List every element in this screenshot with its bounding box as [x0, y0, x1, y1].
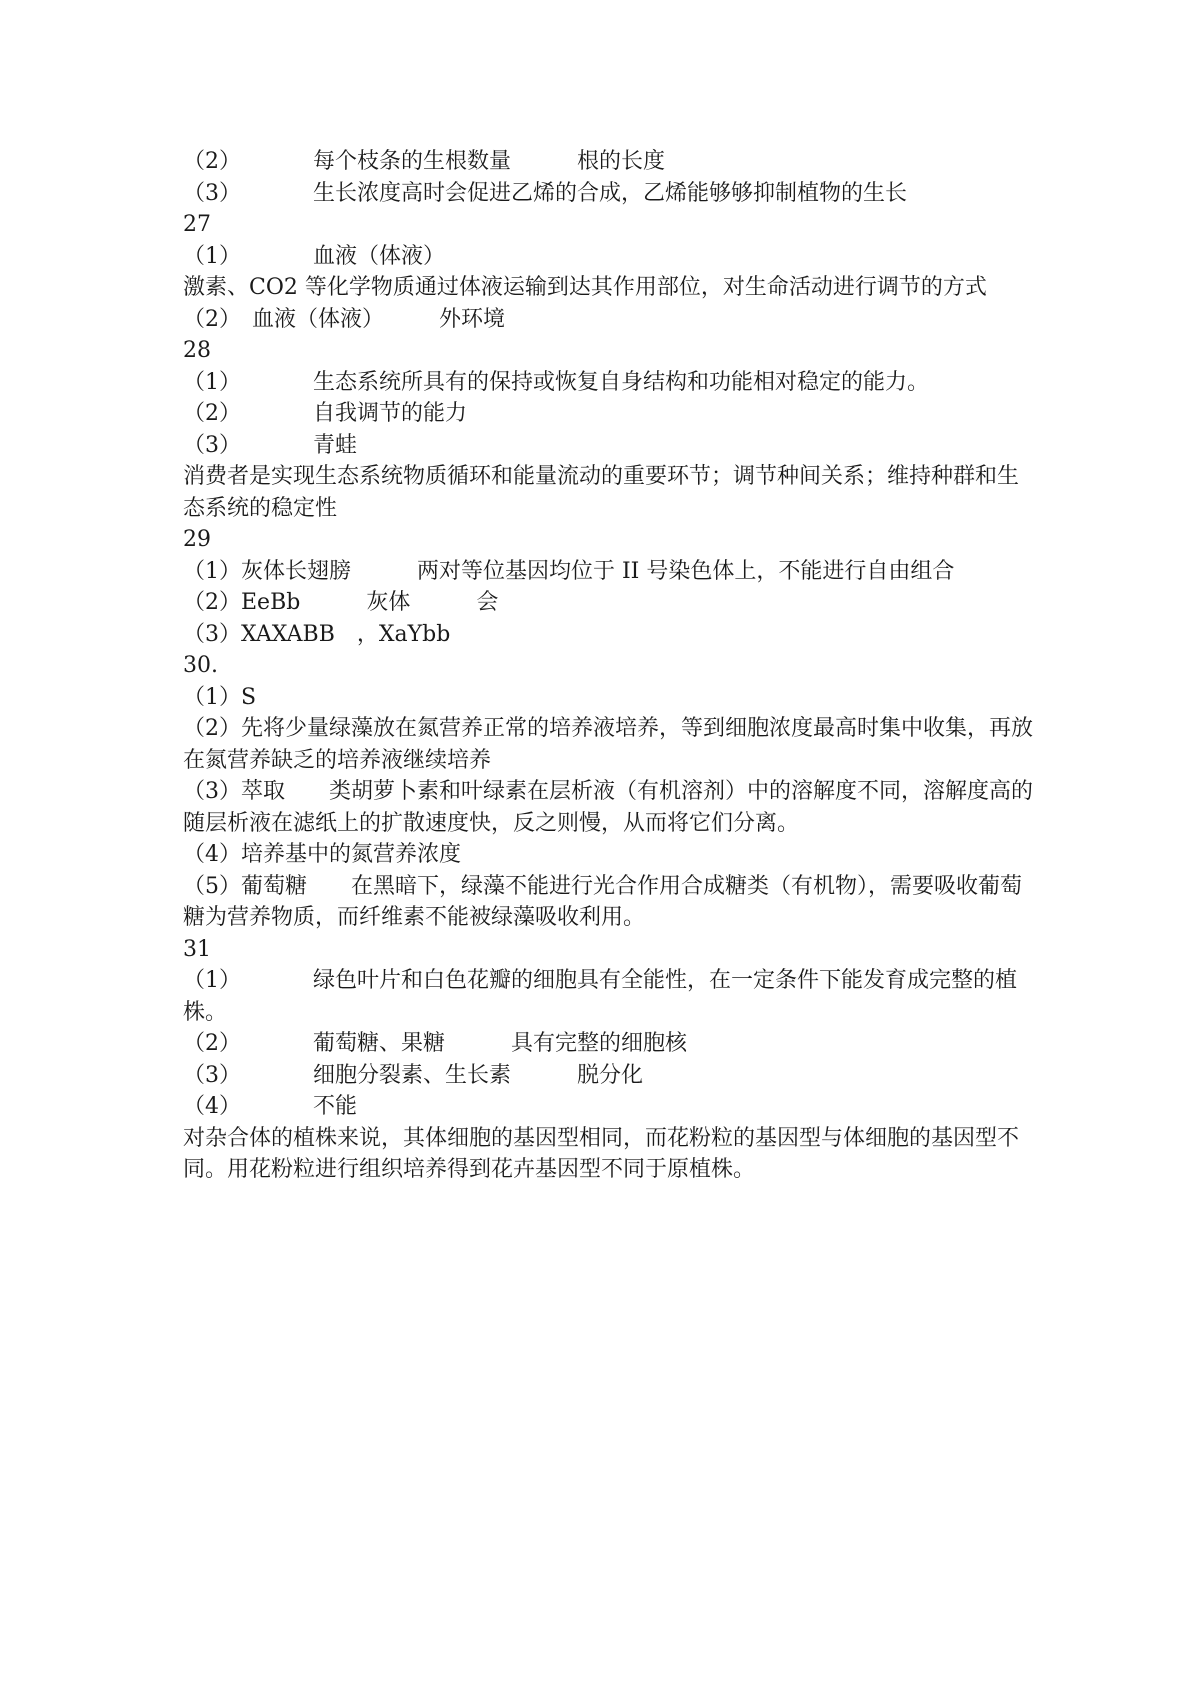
item-label: （3） — [183, 1062, 241, 1088]
answer-line — [183, 1091, 1033, 1123]
item-text: 自我调节的能力 — [313, 401, 468, 426]
answer-line — [183, 241, 1033, 273]
answer-line: （4）培养基中的氮营养浓度 — [183, 842, 461, 867]
answer-line: （3）XAXABB ，XaYbb — [183, 621, 451, 647]
item-text: 细胞分裂素、生长素 脱分化 — [313, 1062, 644, 1088]
question-number: 31 — [183, 936, 211, 962]
item-text: 绿色叶片和白色花瓣的细胞具有全能性，在一定条件下能发育成完整的植株。 — [183, 968, 1018, 1025]
item-text: 生态系统所具有的保持或恢复自身结构和功能相对稳定的能力。 — [313, 369, 930, 395]
answer-text-block — [183, 146, 1033, 1186]
item-label: （1） — [183, 968, 241, 993]
question-number: 27 — [183, 212, 211, 237]
answer-paragraph: 消费者是实现生态系统物质循环和能量流动的重要环节；调节种间关系；维持种群和生态系统的稳定性 — [183, 464, 1020, 521]
answer-line: （1）S — [183, 684, 257, 710]
question-number: 29 — [183, 527, 211, 552]
answer-paragraph — [183, 965, 1033, 1028]
answer-line — [183, 1060, 1033, 1092]
item-text: 生长浓度高时会促进乙烯的合成，乙烯能够够抑制植物的生长 — [313, 180, 908, 206]
answer-line — [183, 146, 1033, 178]
item-text: 青蛙 — [313, 432, 358, 458]
item-label: （1） — [183, 243, 241, 269]
answer-paragraph: （3）萃取 类胡萝卜素和叶绿素在层析液（有机溶剂）中的溶解度不同，溶解度高的随层析液在滤纸上的扩散速度快，反之则慢，从而将它们分离。 — [183, 779, 1033, 836]
item-label: （3） — [183, 180, 241, 206]
answer-paragraph: （2）先将少量绿藻放在氮营养正常的培养液培养，等到细胞浓度最高时集中收集，再放在氮营养缺乏的培养液继续培养 — [183, 716, 1033, 773]
item-label: （2） — [183, 401, 241, 426]
answer-paragraph: （5）葡萄糖 在黑暗下，绿藻不能进行光合作用合成糖类（有机物），需要吸收葡萄糖为营养物质，而纤维素不能被绿藻吸收利用。 — [183, 873, 1022, 930]
item-label: （2） — [183, 149, 241, 174]
answer-line: （1）灰体长翅膀 两对等位基因均位于 II 号染色体上，不能进行自由组合 — [183, 558, 955, 584]
item-text: 血液（体液） — [313, 243, 446, 269]
item-text: 每个枝条的生根数量 根的长度 — [313, 149, 666, 174]
item-text: 葡萄糖、果糖 具有完整的细胞核 — [313, 1031, 688, 1056]
answer-line — [183, 398, 1033, 430]
answer-line — [183, 367, 1033, 399]
item-text: 不能 — [313, 1094, 358, 1119]
answer-line: （2）EeBb 灰体 会 — [183, 590, 499, 615]
answer-paragraph: 对杂合体的植株来说，其体细胞的基因型相同，而花粉粒的基因型与体细胞的基因型不同。用花粉粒进行组织培养得到花卉基因型不同于原植株。 — [183, 1125, 1020, 1182]
question-number: 28 — [183, 338, 211, 363]
answer-line: （2） 血液（体液） 外环境 — [183, 306, 505, 332]
question-number: 30. — [183, 653, 218, 678]
item-label: （2） — [183, 1031, 241, 1056]
answer-line — [183, 1028, 1033, 1060]
item-label: （1） — [183, 369, 241, 395]
item-label: （3） — [183, 432, 241, 458]
item-label: （4） — [183, 1094, 241, 1119]
answer-line — [183, 430, 1033, 462]
answer-line — [183, 178, 1033, 210]
answer-paragraph: 激素、CO2 等化学物质通过体液运输到达其作用部位，对生命活动进行调节的方式 — [183, 275, 987, 300]
